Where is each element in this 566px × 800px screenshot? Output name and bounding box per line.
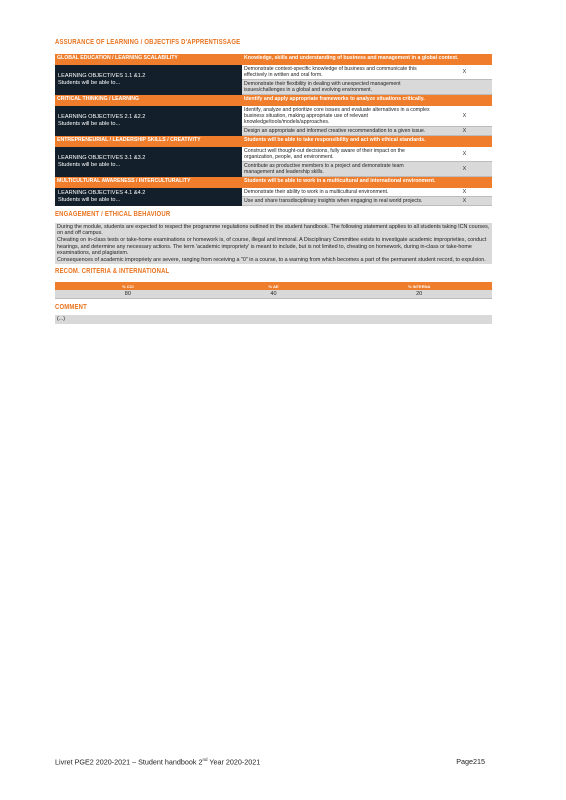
- footer-left-suffix: Year 2020-2021: [207, 757, 261, 767]
- objective-header-right: Students will be able to work in a multicultural and international environment.: [242, 177, 492, 189]
- objective-sub: Students will be able to...: [58, 79, 121, 86]
- objective-sub: Students will be able to...: [58, 196, 121, 203]
- assurance-title: ASSURANCE OF LEARNING / OBJECTIFS D'APPRENTISSAGE: [55, 39, 241, 46]
- objective-header-row: [55, 136, 492, 148]
- recom-title: RECOM. CRITERIA & INTERNATIONAL: [55, 268, 170, 276]
- objective-header-left: MULTICULTURAL AWARENESS / INTERCULTURALITY: [55, 177, 242, 189]
- objective-description: Demonstrate their ability to work in a multicultural environment.: [242, 188, 437, 197]
- recom-value: 80: [55, 290, 201, 299]
- ethics-paragraph: Consequences of academic impropriety are severe, ranging from receiving a "0" in a course, to a warning from which becomes a part of the permanent student record, to expulsion.: [57, 257, 486, 264]
- objective-mark: X: [437, 106, 492, 127]
- objective-header-left: GLOBAL EDUCATION / LEARNING SCALABILITY: [55, 54, 242, 65]
- objective-header-left: ENTREPRENEURIAL / LEADERSHIP SKILLS / CREATIVITY: [55, 136, 242, 148]
- objective-label: LEARNING OBJECTIVES 2.1 &2.2: [58, 113, 146, 120]
- objective-mark: X: [437, 65, 492, 80]
- objective-sub: Students will be able to...: [58, 120, 121, 127]
- objective-label: LEARNING OBJECTIVES 4.1 &4.2: [58, 189, 146, 196]
- ethics-paragraph: During the module, students are expected to respect the programme regulations outlined in the student handbook. The following statement applies to all students taking ICN courses, on and off campus.: [57, 224, 490, 237]
- page-number: Page215: [456, 757, 485, 766]
- objective-mark: X: [437, 162, 492, 177]
- ethics-title: ENGAGEMENT / ETHICAL BEHAVIOUR: [55, 211, 171, 218]
- objective-label-cell: [55, 188, 242, 206]
- recom-header: % INTERNA: [346, 282, 492, 290]
- ethics-text: [55, 223, 492, 264]
- objective-label-cell: [55, 65, 242, 95]
- recom-value: 40: [201, 290, 347, 299]
- footer-left: [55, 757, 260, 766]
- objective-label: LEARNING OBJECTIVES 3.1 &3.2: [58, 154, 146, 161]
- objective-header-right: Students will be able to take responsibility and act with ethical standards.: [242, 136, 492, 148]
- recom-value: 20: [346, 290, 492, 299]
- objective-label-cell: [55, 147, 242, 177]
- table-row: [55, 188, 492, 197]
- objective-header-row: [55, 54, 492, 65]
- objective-header-left: CRITICAL THINKING / LEARNING: [55, 95, 242, 107]
- table-row: [55, 290, 492, 299]
- footer-left-text: Livret PGE2 2020-2021 – Student handbook 2: [55, 757, 203, 767]
- recom-header: % AE: [201, 282, 347, 290]
- table-row: [55, 147, 492, 162]
- comment-box: (...): [55, 315, 492, 324]
- objective-header-row: [55, 95, 492, 107]
- objective-header-right: Identify and apply appropriate frameworks to analyze situations critically.: [242, 95, 492, 107]
- page-content: [55, 38, 492, 324]
- objective-description: Demonstrate context-specific knowledge of business and communicate this effectively in written and oral form.: [242, 65, 437, 80]
- objective-mark: X: [437, 127, 492, 136]
- ethics-paragraph: Cheating on in-class tests or take-home examinations or homework is, of course, illegal and immoral. A Disciplinary Committee exists to investigate academic improprieties, conduct hearings, and determine any necessary actions. The term 'academic impropriety' is meant to include, but is not limited to, cheating on homework, during in-class or take-home examinations, and plagiarism.: [57, 237, 487, 257]
- comment-title: COMMENT: [55, 304, 87, 312]
- objective-description: Demonstrate their flexibility in dealing with unexpected management issues/challenges in a global and evolving environment.: [242, 80, 437, 95]
- recom-table: [55, 282, 492, 299]
- table-row: [55, 65, 492, 80]
- objective-header-right: Knowledge, skills and understanding of business and management in a global context.: [242, 54, 492, 65]
- footer-sup: nd: [202, 757, 208, 762]
- objective-mark: X: [437, 188, 492, 197]
- objective-header-row: [55, 177, 492, 189]
- objective-mark: X: [437, 147, 492, 162]
- recom-header: % CCI: [55, 282, 201, 290]
- objective-mark: X: [437, 197, 492, 206]
- objective-label-cell: [55, 106, 242, 136]
- learning-objectives-table: [55, 54, 492, 206]
- objective-description: Construct well thought-out decisions, fully aware of their impact on the organization, people, and environment.: [242, 147, 437, 162]
- objective-label: LEARNING OBJECTIVES 1.1 &1.2: [58, 72, 146, 79]
- objective-sub: Students will be able to...: [58, 161, 121, 168]
- objective-mark: [437, 80, 492, 95]
- objective-description: Contribute as productive members to a project and demonstrate team management and leadership skills.: [242, 162, 437, 177]
- objective-description: Design an appropriate and informed creative recommendation to a given issue.: [242, 127, 437, 136]
- objective-description: Identify, analyze and prioritize core issues and evaluate alternatives in a complex business situation, making appropriate use of relevant knowledge/tools/models/approaches.: [242, 106, 437, 127]
- objective-description: Use and share transdisciplinary insights when engaging in real world projects.: [242, 197, 437, 206]
- table-row: [55, 106, 492, 127]
